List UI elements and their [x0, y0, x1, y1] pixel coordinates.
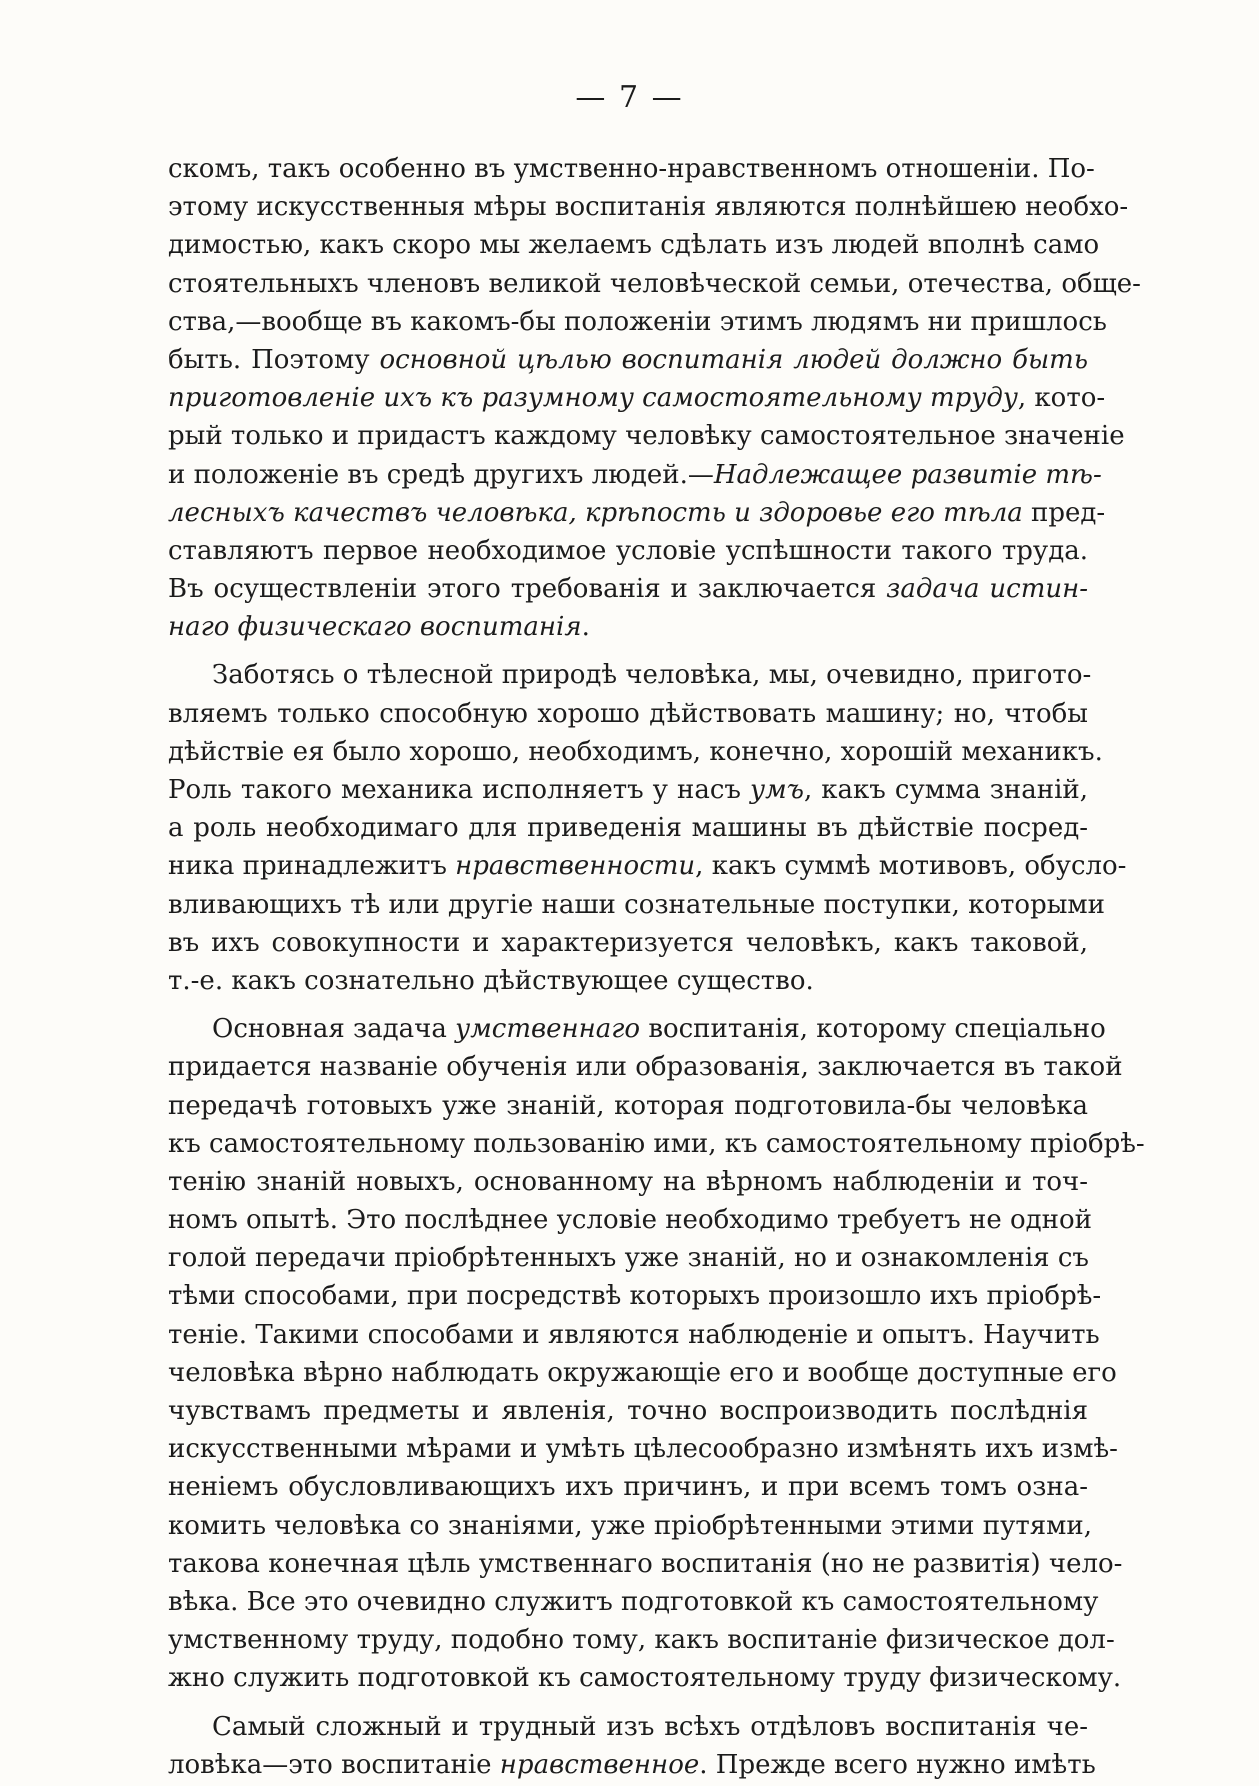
text-segment: ства,—вообще въ какомъ-бы положеніи этимъ людямъ ни пришлось — [168, 306, 1107, 337]
text-segment: искусственными мѣрами и умѣть цѣлесообразно измѣнять ихъ измѣ- — [168, 1434, 1118, 1465]
text-line — [168, 1354, 1117, 1392]
text-segment: а роль необходимаго для приведенія машины въ дѣйствіе посред- — [168, 813, 1088, 844]
text-line — [168, 1125, 1145, 1163]
text-segment: въ ихъ совокупности и характеризуется человѣкъ, какъ таковой, — [168, 927, 1088, 958]
text-segment: ловѣка—это воспитаніе — [168, 1749, 500, 1780]
text-segment: умственному труду, подобно тому, какъ воспитаніе физическое дол- — [168, 1625, 1115, 1656]
text-segment: номъ опытѣ. Это послѣднее условіе необходимо требуетъ не одной — [168, 1205, 1092, 1236]
text-line — [168, 1239, 1088, 1277]
text-line — [168, 494, 1106, 532]
text-segment: тѣми способами, при посредствѣ которыхъ произошло ихъ пріобрѣ- — [168, 1281, 1102, 1312]
text-segment: Самый сложный и трудный изъ всѣхъ отдѣловъ воспитанія че- — [212, 1711, 1088, 1742]
text-line — [168, 1201, 1092, 1239]
text-segment: вливающихъ тѣ или другіе наши сознательные поступки, которыми — [168, 889, 1105, 920]
body-text — [168, 150, 1145, 1784]
text-line — [168, 303, 1107, 341]
text-segment: . Прежде всего нужно имѣть — [699, 1749, 1096, 1780]
text-line — [168, 456, 1102, 494]
text-line — [168, 1583, 1099, 1621]
text-line — [168, 809, 1088, 847]
text-segment: голой передачи пріобрѣтенныхъ уже знаній, но и ознакомленія съ — [168, 1243, 1089, 1274]
text-line — [168, 226, 1100, 264]
text-line — [168, 1087, 1088, 1125]
text-segment: Роль такого механика исполняетъ у насъ — [168, 775, 751, 805]
text-line — [168, 570, 1088, 608]
text-segment: т.-е. какъ сознательно дѣйствующее существо. — [168, 965, 814, 996]
text-line — [168, 188, 1129, 226]
text-segment: теніе. Такими способами и являются наблюденіе и опытъ. Научить — [168, 1319, 1100, 1350]
text-line — [168, 1277, 1102, 1315]
text-line — [168, 886, 1105, 924]
italic-text: умственнаго — [455, 1014, 641, 1045]
text-segment: пред- — [1022, 497, 1106, 528]
text-segment: передачѣ готовыхъ уже знаній, которая подготовила-бы человѣка — [168, 1090, 1088, 1121]
text-line — [168, 1507, 1093, 1545]
italic-text: приготовленіе ихъ къ разумному самостоятельному труду — [168, 383, 1018, 414]
text-segment: димостью, какъ скоро мы желаемъ сдѣлать изъ людей вполнѣ само — [168, 230, 1100, 261]
text-segment: скомъ, такъ особенно въ умственно-нравственномъ отношеніи. По- — [168, 154, 1095, 184]
text-line — [168, 1048, 1123, 1086]
text-line — [168, 1545, 1123, 1583]
text-segment: , какъ суммѣ мотивовъ, обусло- — [695, 851, 1127, 882]
text-line — [168, 733, 1103, 771]
text-segment: ставляютъ первое необходимое условіе успѣшности такого труда. — [168, 535, 1088, 566]
text-line — [168, 1163, 1088, 1201]
italic-text: нравственное — [499, 1749, 700, 1780]
text-line — [168, 1392, 1088, 1430]
italic-text: задача истин- — [886, 574, 1089, 605]
italic-text: наго физическаго воспитанія — [168, 612, 582, 643]
text-segment: ника принадлежитъ — [168, 851, 456, 882]
text-segment: воспитанія, которому спеціально — [640, 1014, 1106, 1045]
text-segment: жно служить подготовкой къ самостоятельному труду физическому. — [168, 1663, 1122, 1694]
text-line — [168, 924, 1088, 962]
text-segment: быть. Поэтому — [168, 344, 380, 375]
page-number: — 7 — — [575, 80, 684, 115]
text-segment: человѣка вѣрно наблюдать окружающіе его и вообще доступные его — [168, 1357, 1117, 1388]
text-line — [168, 379, 1106, 417]
text-segment: этому искусственныя мѣры воспитанія являются полнѣйшею необхо- — [168, 192, 1129, 223]
text-line — [168, 1430, 1118, 1468]
text-line — [168, 1010, 1106, 1048]
text-segment: , какъ сумма знаній, — [803, 775, 1088, 805]
text-line — [168, 962, 1088, 1000]
text-line — [168, 1746, 1096, 1784]
text-line — [168, 341, 1088, 379]
text-line — [168, 695, 1088, 733]
text-line — [168, 1621, 1115, 1659]
text-segment: вѣка. Все это очевидно служитъ подготовкой къ самостоятельному — [168, 1586, 1099, 1617]
text-line — [168, 417, 1125, 455]
text-line — [168, 532, 1088, 570]
text-segment: къ самостоятельному пользованію ими, къ самостоятельному пріобрѣ- — [168, 1128, 1145, 1159]
text-segment: неніемъ обусловливающихъ ихъ причинъ, и при всемъ томъ озна- — [168, 1472, 1088, 1503]
italic-text: умъ — [750, 775, 804, 805]
text-line — [168, 1659, 1122, 1697]
text-line — [168, 847, 1127, 885]
text-segment: придается названіе обученія или образованія, заключается въ такой — [168, 1052, 1123, 1083]
text-segment: Заботясь о тѣлесной природѣ человѣка, мы, очевидно, пригото- — [212, 660, 1092, 691]
italic-text: Надлежащее развитіе тѣ- — [713, 459, 1102, 490]
text-segment: тенію знаній новыхъ, основанному на вѣрномъ наблюденіи и точ- — [168, 1166, 1088, 1197]
text-line — [168, 1316, 1100, 1354]
text-segment: вляемъ только способную хорошо дѣйствовать машину; но, чтобы — [168, 698, 1088, 729]
text-line — [168, 1708, 1088, 1746]
text-segment: и положеніе въ средѣ другихъ людей.— — [168, 459, 714, 490]
text-segment: рый только и придастъ каждому человѣку самостоятельное значеніе — [168, 421, 1125, 452]
text-segment: дѣйствіе ея было хорошо, необходимъ, конечно, хорошій механикъ. — [168, 736, 1103, 767]
text-line — [168, 150, 1095, 188]
text-line — [168, 608, 1088, 646]
text-line — [168, 656, 1092, 694]
text-line — [168, 771, 1088, 809]
text-segment: , кото- — [1017, 383, 1106, 414]
text-segment: комить человѣка со знаніями, уже пріобрѣтенными этими путями, — [168, 1510, 1093, 1541]
text-segment: Въ осуществленіи этого требованія и заключается — [168, 574, 887, 605]
italic-text: основной цѣлью воспитанія людей должно быть — [379, 344, 1088, 375]
text-line — [168, 265, 1141, 303]
text-segment: стоятельныхъ членовъ великой человѣческой семьи, отечества, обще- — [168, 268, 1141, 299]
text-segment: . — [581, 612, 590, 643]
italic-text: нравственности — [455, 851, 696, 882]
italic-text: лесныхъ качествъ человѣка, крѣпость и здоровье его тѣла — [168, 497, 1023, 528]
text-segment: Основная задача — [212, 1014, 456, 1045]
text-line — [168, 1468, 1088, 1506]
text-segment: такова конечная цѣль умственнаго воспитанія (но не развитія) чело- — [168, 1548, 1123, 1579]
text-segment: чувствамъ предметы и явленія, точно воспроизводить послѣднія — [168, 1396, 1088, 1426]
